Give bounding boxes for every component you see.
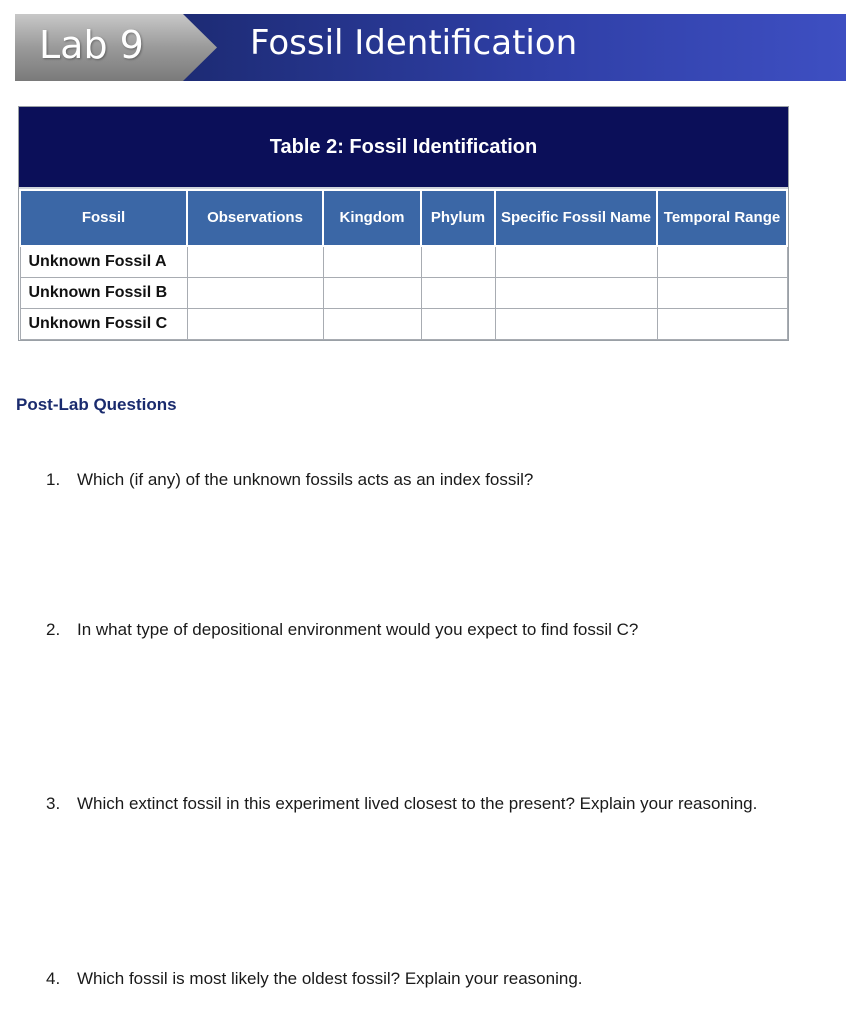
col-header-temporal-range: Temporal Range — [657, 190, 787, 246]
col-header-fossil: Fossil — [20, 190, 187, 246]
question-number: 1. — [46, 470, 61, 489]
col-header-phylum: Phylum — [421, 190, 495, 246]
observations-cell[interactable] — [187, 246, 323, 278]
header-banner — [15, 14, 846, 81]
question-2 — [46, 617, 766, 643]
question-4 — [46, 966, 766, 992]
fossil-name-cell: Unknown Fossil B — [20, 278, 187, 309]
specific-name-cell[interactable] — [495, 246, 657, 278]
question-text: Which (if any) of the unknown fossils acts as an index fossil? — [77, 470, 534, 489]
kingdom-cell[interactable] — [323, 278, 421, 309]
question-number: 3. — [46, 794, 61, 813]
phylum-cell[interactable] — [421, 309, 495, 340]
question-number: 4. — [46, 969, 61, 988]
col-header-specific-fossil-name: Specific Fossil Name — [495, 190, 657, 246]
question-text: Which fossil is most likely the oldest fossil? Explain your reasoning. — [77, 969, 583, 988]
temporal-range-cell[interactable] — [657, 278, 787, 309]
kingdom-cell[interactable] — [323, 246, 421, 278]
page-title: Fossil Identification — [250, 23, 578, 63]
specific-name-cell[interactable] — [495, 278, 657, 309]
question-3 — [46, 791, 766, 817]
observations-cell[interactable] — [187, 309, 323, 340]
col-header-kingdom: Kingdom — [323, 190, 421, 246]
kingdom-cell[interactable] — [323, 309, 421, 340]
post-lab-heading: Post-Lab Questions — [16, 395, 177, 414]
table-row — [20, 278, 787, 309]
fossil-table — [18, 106, 789, 341]
question-number: 2. — [46, 620, 61, 639]
temporal-range-cell[interactable] — [657, 309, 787, 340]
question-text: Which extinct fossil in this experiment lived closest to the present? Explain your reasoning. — [77, 794, 758, 813]
temporal-range-cell[interactable] — [657, 246, 787, 278]
table-header-row — [20, 190, 787, 246]
phylum-cell[interactable] — [421, 246, 495, 278]
table-title: Table 2: Fossil Identification — [19, 107, 788, 189]
specific-name-cell[interactable] — [495, 309, 657, 340]
fossil-grid — [19, 189, 788, 340]
col-header-observations: Observations — [187, 190, 323, 246]
question-text: In what type of depositional environment would you expect to find fossil C? — [77, 620, 639, 639]
table-row — [20, 246, 787, 278]
fossil-name-cell: Unknown Fossil A — [20, 246, 187, 278]
lab-label: Lab 9 — [39, 23, 144, 67]
question-1 — [46, 467, 766, 493]
table-row — [20, 309, 787, 340]
observations-cell[interactable] — [187, 278, 323, 309]
fossil-name-cell: Unknown Fossil C — [20, 309, 187, 340]
phylum-cell[interactable] — [421, 278, 495, 309]
